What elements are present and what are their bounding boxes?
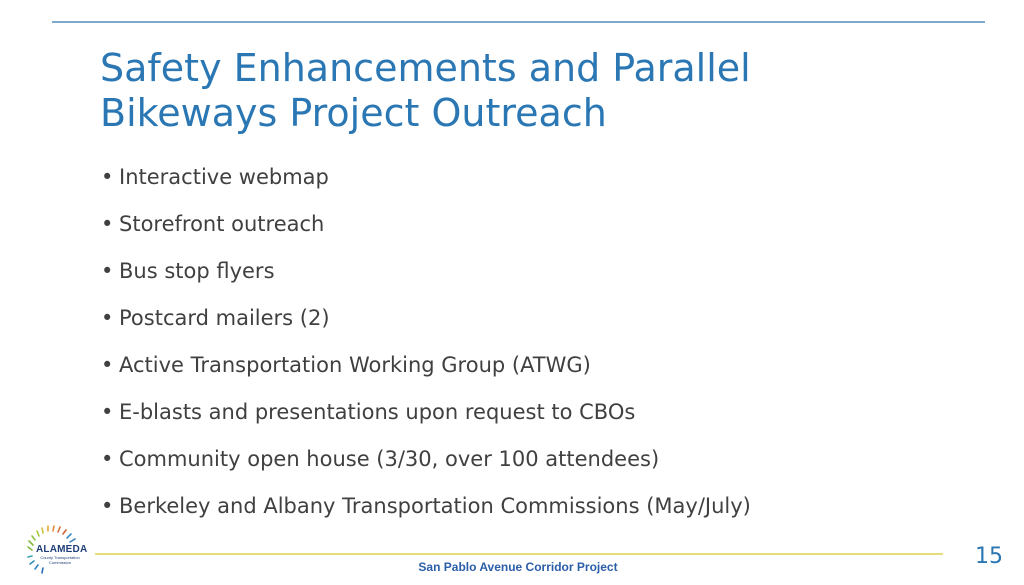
title-line-2: Bikeways Project Outreach	[100, 91, 607, 135]
title-line-1: Safety Enhancements and Parallel	[100, 46, 751, 90]
page-number: 15	[975, 544, 1003, 569]
bullet-marker: •	[101, 400, 114, 424]
bullet-item	[101, 395, 981, 442]
bullet-marker: •	[101, 165, 114, 189]
bullet-text: Interactive webmap	[119, 165, 329, 189]
bullet-text: Community open house (3/30, over 100 attendees)	[119, 447, 660, 471]
bullet-marker: •	[101, 259, 114, 283]
bullet-text: Active Transportation Working Group (ATWG)	[119, 353, 591, 377]
bullet-marker: •	[101, 306, 114, 330]
footer-divider	[95, 553, 943, 555]
bullet-item	[101, 348, 981, 395]
bullet-list	[101, 160, 981, 536]
slide-title	[100, 46, 960, 136]
bullet-item	[101, 254, 981, 301]
footer-project-name: San Pablo Avenue Corridor Project	[418, 560, 618, 574]
bullet-item	[101, 301, 981, 348]
bullet-marker: •	[101, 212, 114, 236]
top-divider	[52, 21, 985, 23]
bullet-item	[101, 442, 981, 489]
bullet-marker: •	[101, 353, 114, 377]
bullet-text: Postcard mailers (2)	[119, 306, 330, 330]
logo-subtitle: County Transportation Commission	[40, 555, 80, 565]
logo-name: ALAMEDA	[36, 544, 88, 555]
bullet-item	[101, 489, 981, 536]
bullet-marker: •	[101, 494, 114, 518]
bullet-text: Bus stop flyers	[119, 259, 275, 283]
bullet-text: Storefront outreach	[119, 212, 325, 236]
bullet-text: E-blasts and presentations upon request to CBOs	[119, 400, 636, 424]
bullet-item	[101, 160, 981, 207]
bullet-item	[101, 207, 981, 254]
bullet-marker: •	[101, 447, 114, 471]
bullet-text: Berkeley and Albany Transportation Commissions (May/July)	[119, 494, 751, 518]
